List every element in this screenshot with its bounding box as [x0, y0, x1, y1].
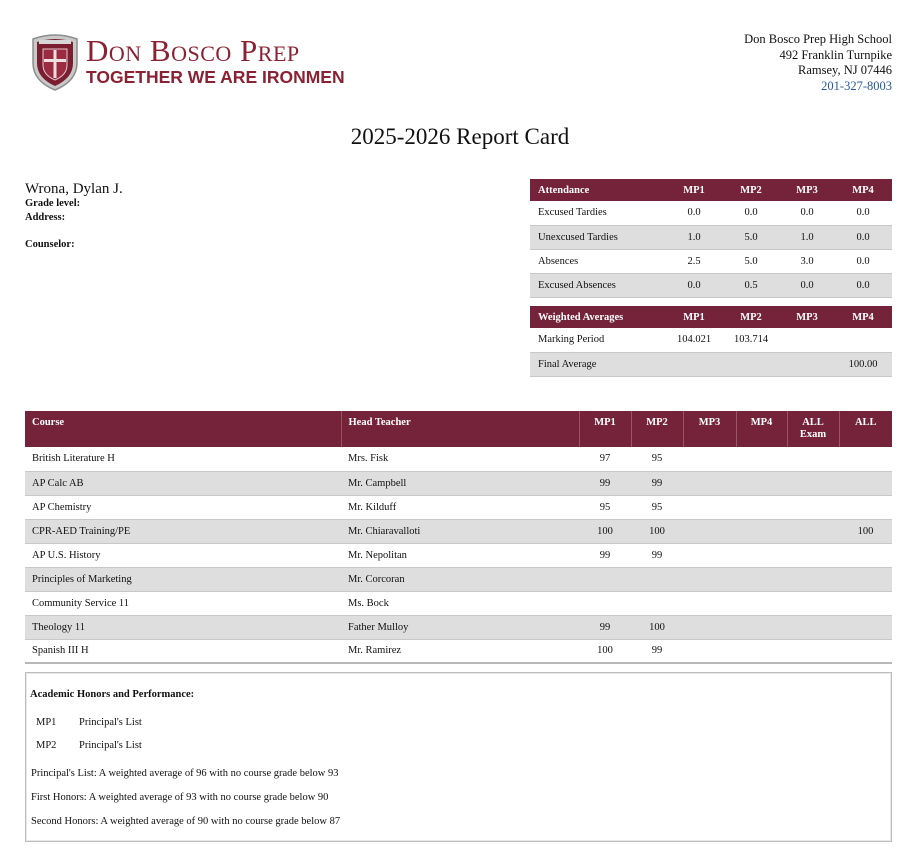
grade-cell [736, 615, 787, 639]
teacher-name: Mr. Corcoran [341, 567, 579, 591]
grade-cell [683, 567, 736, 591]
attendance-cell: 2.5 [666, 249, 722, 273]
attendance-cell: 0.0 [666, 201, 722, 225]
table-row [25, 471, 892, 495]
grade-cell [631, 591, 683, 615]
grade-cell [683, 615, 736, 639]
grade-cell: 100 [631, 519, 683, 543]
attendance-cell: 0.0 [834, 273, 892, 297]
attendance-header-mp3: MP3 [780, 179, 834, 201]
course-name: Spanish III H [25, 639, 341, 663]
course-name: British Literature H [25, 447, 341, 471]
weighted-header-mp2: MP2 [722, 306, 780, 328]
attendance-row [530, 249, 892, 273]
mp1-header: MP1 [579, 411, 631, 447]
course-name: Theology 11 [25, 615, 341, 639]
grade-cell: 95 [631, 447, 683, 471]
grade-cell [839, 543, 892, 567]
teacher-name: Mr. Campbell [341, 471, 579, 495]
honors-panel [25, 672, 892, 842]
grade-cell [787, 615, 839, 639]
attendance-cell: Excused Tardies [530, 201, 666, 225]
table-row [25, 615, 892, 639]
grade-cell [839, 639, 892, 663]
weighted-row [530, 352, 892, 376]
attendance-cell: 5.0 [722, 225, 780, 249]
attendance-table [530, 179, 892, 298]
grade-cell [683, 447, 736, 471]
school-crest-icon [31, 33, 79, 91]
grade-cell: 97 [579, 447, 631, 471]
honors-criteria-principals-list: Principal's List: A weighted average of 96 with no course grade below 93 [31, 768, 339, 779]
grade-cell [683, 639, 736, 663]
grade-cell: 99 [579, 471, 631, 495]
mp3-header: MP3 [683, 411, 736, 447]
weighted-cell [834, 328, 892, 352]
honors-criteria-second-honors: Second Honors: A weighted average of 90 with no course grade below 87 [31, 816, 341, 827]
grade-cell [736, 519, 787, 543]
grade-cell [683, 519, 736, 543]
grade-cell [736, 543, 787, 567]
honors-entry-mp: MP1 [36, 717, 57, 728]
grade-cell [736, 447, 787, 471]
grade-level-label: Grade level: [25, 198, 81, 209]
weighted-row [530, 328, 892, 352]
grade-cell [579, 567, 631, 591]
grade-cell [787, 591, 839, 615]
grade-cell [736, 495, 787, 519]
attendance-row [530, 201, 892, 225]
honors-title: Academic Honors and Performance: [30, 689, 195, 700]
teacher-header: Head Teacher [341, 411, 579, 447]
grade-cell [839, 447, 892, 471]
all-header: ALL [839, 411, 892, 447]
attendance-cell: 3.0 [780, 249, 834, 273]
grade-cell [736, 471, 787, 495]
school-address-line1: 492 Franklin Turnpike [779, 47, 892, 62]
attendance-header: Attendance [530, 179, 666, 201]
attendance-cell: 1.0 [780, 225, 834, 249]
table-row [25, 519, 892, 543]
weighted-header-row [530, 306, 892, 328]
attendance-cell: 0.5 [722, 273, 780, 297]
grade-cell [683, 471, 736, 495]
honors-entry-award: Principal's List [79, 717, 142, 728]
grade-cell [787, 543, 839, 567]
attendance-header-mp1: MP1 [666, 179, 722, 201]
weighted-cell [722, 352, 780, 376]
attendance-cell: 0.0 [834, 249, 892, 273]
student-name: Wrona, Dylan J. [25, 181, 123, 197]
grade-cell [683, 543, 736, 567]
attendance-header-mp2: MP2 [722, 179, 780, 201]
attendance-cell: Excused Absences [530, 273, 666, 297]
teacher-name: Ms. Bock [341, 591, 579, 615]
attendance-cell: Unexcused Tardies [530, 225, 666, 249]
mp2-header: MP2 [631, 411, 683, 447]
honors-entry [36, 740, 142, 751]
weighted-cell [780, 328, 834, 352]
grade-cell: 100 [839, 519, 892, 543]
weighted-cell: Marking Period [530, 328, 666, 352]
weighted-cell: 104.021 [666, 328, 722, 352]
weighted-cell [666, 352, 722, 376]
weighted-cell: 103.714 [722, 328, 780, 352]
teacher-name: Mr. Kilduff [341, 495, 579, 519]
table-row [25, 495, 892, 519]
attendance-cell: 0.0 [666, 273, 722, 297]
teacher-name: Father Mulloy [341, 615, 579, 639]
grade-cell [839, 615, 892, 639]
weighted-cell: 100.00 [834, 352, 892, 376]
page-title: 2025-2026 Report Card [350, 124, 570, 149]
attendance-cell: 0.0 [722, 201, 780, 225]
attendance-header-row [530, 179, 892, 201]
grade-cell [683, 495, 736, 519]
attendance-cell: 0.0 [780, 201, 834, 225]
attendance-cell: 1.0 [666, 225, 722, 249]
teacher-name: Mr. Nepolitan [341, 543, 579, 567]
course-name: AP U.S. History [25, 543, 341, 567]
attendance-cell: 0.0 [780, 273, 834, 297]
grade-cell [736, 591, 787, 615]
weighted-header-mp4: MP4 [834, 306, 892, 328]
attendance-header-mp4: MP4 [834, 179, 892, 201]
grade-cell: 95 [579, 495, 631, 519]
weighted-header-mp3: MP3 [780, 306, 834, 328]
weighted-averages-table [530, 306, 892, 377]
courses-table [25, 411, 892, 664]
honors-criteria-first-honors: First Honors: A weighted average of 93 with no course grade below 90 [31, 792, 329, 803]
brand-name: Don Bosco Prep [86, 33, 300, 68]
attendance-row [530, 273, 892, 297]
grade-cell [839, 591, 892, 615]
course-name: Community Service 11 [25, 591, 341, 615]
grade-cell [787, 471, 839, 495]
school-address-line2: Ramsey, NJ 07446 [798, 63, 892, 77]
grade-cell [839, 471, 892, 495]
table-row [25, 543, 892, 567]
grade-cell: 100 [631, 615, 683, 639]
grade-cell: 99 [579, 543, 631, 567]
grade-cell: 99 [579, 615, 631, 639]
grade-cell [631, 567, 683, 591]
school-contact-block [744, 32, 892, 94]
table-row [25, 591, 892, 615]
weighted-cell: Final Average [530, 352, 666, 376]
weighted-header-mp1: MP1 [666, 306, 722, 328]
grade-cell: 99 [631, 639, 683, 663]
teacher-name: Mrs. Fisk [341, 447, 579, 471]
grade-cell: 100 [579, 519, 631, 543]
grade-cell [787, 447, 839, 471]
course-name: AP Calc AB [25, 471, 341, 495]
honors-entry [36, 717, 142, 728]
table-row [25, 447, 892, 471]
attendance-cell: 0.0 [834, 201, 892, 225]
grade-cell [736, 567, 787, 591]
attendance-cell: 0.0 [834, 225, 892, 249]
grade-cell [787, 567, 839, 591]
table-row [25, 639, 892, 663]
grade-cell [787, 495, 839, 519]
weighted-header: Weighted Averages [530, 306, 666, 328]
attendance-cell: 5.0 [722, 249, 780, 273]
course-name: AP Chemistry [25, 495, 341, 519]
honors-entry-award: Principal's List [79, 740, 142, 751]
counselor-label: Counselor: [25, 239, 75, 250]
grade-cell: 100 [579, 639, 631, 663]
grade-cell [787, 519, 839, 543]
grade-cell: 99 [631, 471, 683, 495]
grade-cell [579, 591, 631, 615]
attendance-cell: Absences [530, 249, 666, 273]
grade-cell [839, 567, 892, 591]
grade-cell: 95 [631, 495, 683, 519]
course-header: Course [25, 411, 341, 447]
school-name: Don Bosco Prep High School [744, 32, 892, 46]
grade-cell [839, 495, 892, 519]
grade-cell: 99 [631, 543, 683, 567]
address-label: Address: [25, 212, 66, 223]
school-phone-link[interactable]: 201-327-8003 [821, 78, 892, 93]
honors-entry-mp: MP2 [36, 740, 57, 751]
grade-cell [736, 639, 787, 663]
brand-tagline: TOGETHER WE ARE IRONMEN [86, 67, 345, 87]
weighted-cell [780, 352, 834, 376]
teacher-name: Mr. Ramirez [341, 639, 579, 663]
all-exam-header: ALL Exam [787, 411, 839, 447]
mp4-header: MP4 [736, 411, 787, 447]
attendance-row [530, 225, 892, 249]
grade-cell [787, 639, 839, 663]
courses-header-row [25, 411, 892, 447]
table-row [25, 567, 892, 591]
teacher-name: Mr. Chiaravalloti [341, 519, 579, 543]
grade-cell [683, 591, 736, 615]
course-name: Principles of Marketing [25, 567, 341, 591]
course-name: CPR-AED Training/PE [25, 519, 341, 543]
